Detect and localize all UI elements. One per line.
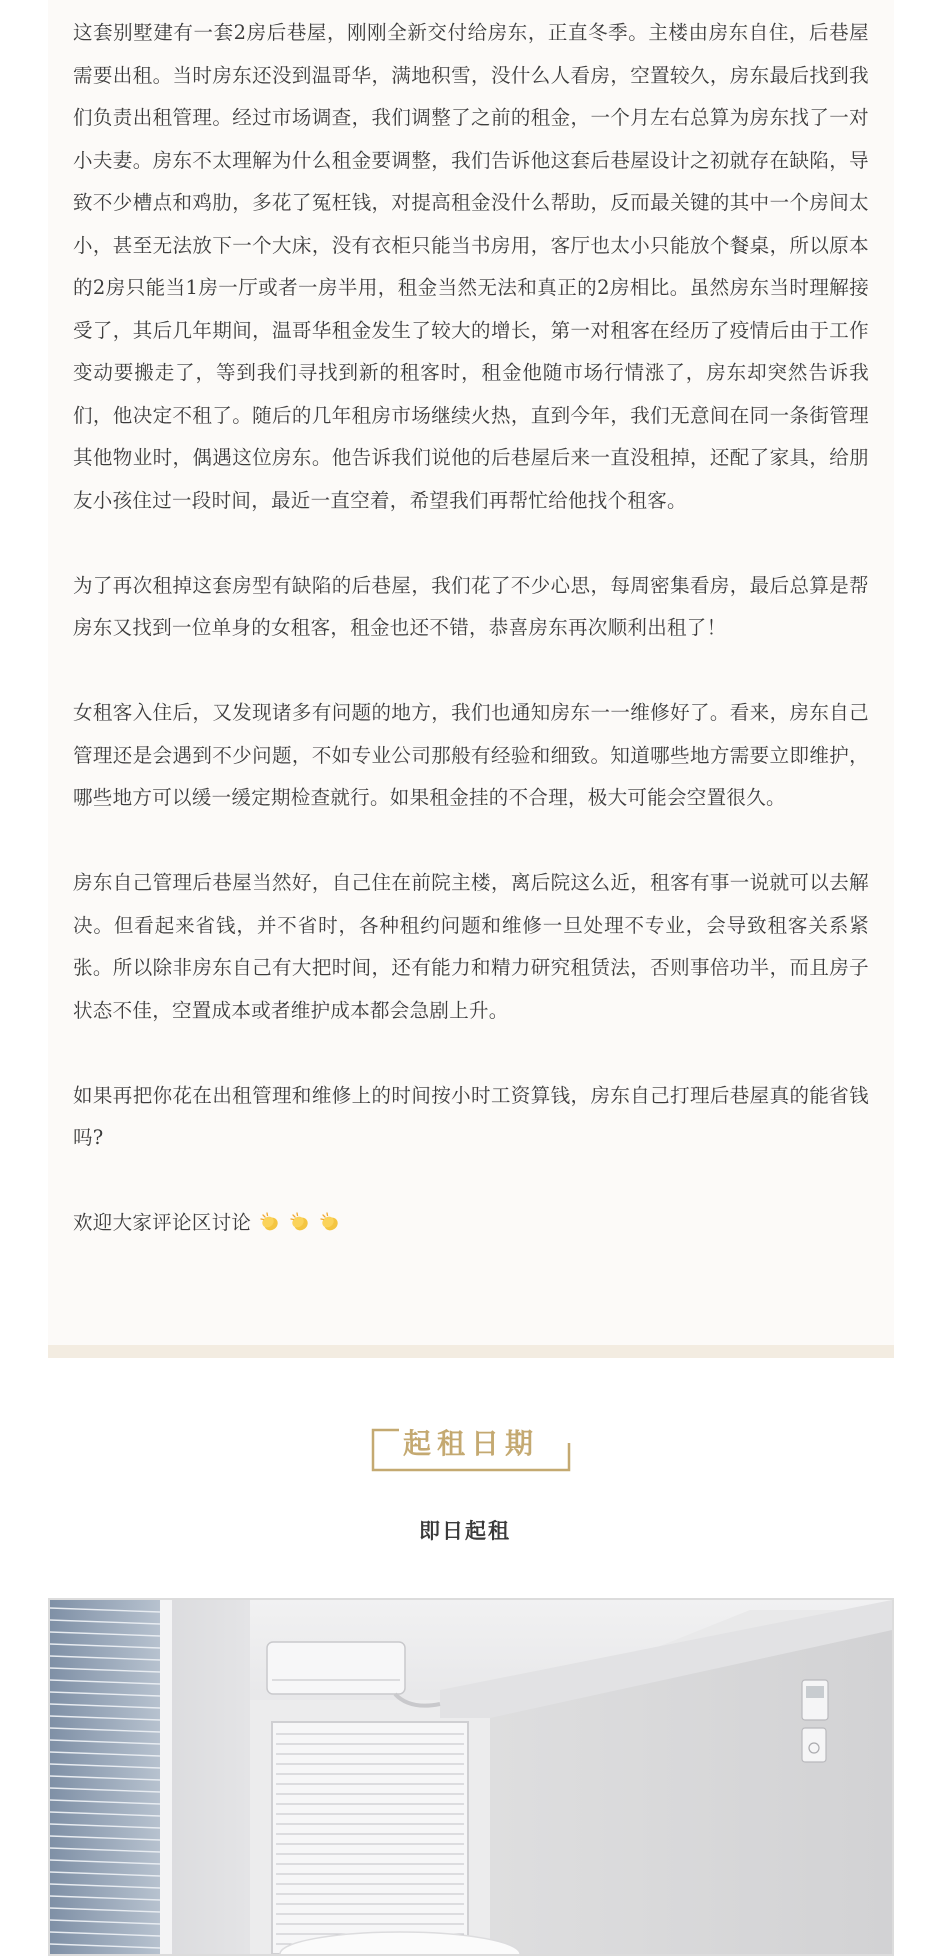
closing-line [73,1202,869,1245]
article-paragraph-2: 为了再次租掉这套房型有缺陷的后巷屋，我们花了不少心思，每周密集看房，最后总算是帮房东又找到一位单身的女租客，租金也还不错，恭喜房东再次顺利出租了！ [73,573,869,639]
article-paragraph-1: 这套别墅建有一套2房后巷屋，刚刚全新交付给房东，正直冬季。主楼由房东自住，后巷屋需要出租。当时房东还没到温哥华，满地积雪，没什么人看房，空置较久，房东最后找到我们负责出租管理。经过市场调查，我们调整了之前的租金，一个月左右总算为房东找了一对小夫妻。房东不太理解为什么租金要调整，我们告诉他这套后巷屋设计之初就存在缺陷，导致不少槽点和鸡肋，多花了冤枉钱，对提高租金没什么帮助，反而最关键的其中一个房间太小，甚至无法放下一个大床，没有衣柜只能当书房用，客厅也太小只能放个餐桌，所以原本的2房只能当1房一厅或者一房半用，租金当然无法和真正的2房相比。虽然房东当时理解接受了，其后几年期间，温哥华租金发生了较大的增长，第一对租客在经历了疫情后由于工作变动要搬走了，等到我们寻找到新的租客时，租金他随市场行情涨了，房东却突然告诉我们，他决定不租了。随后的几年租房市场继续火热，直到今年，我们无意间在同一条街管理其他物业时，偶遇这位房东。他告诉我们说他的后巷屋后来一直没租掉，还配了家具，给朋友小孩住过一段时间，最近一直空着，希望我们再帮忙给他找个租客。 [73,21,869,512]
article-paragraph-4: 房东自己管理后巷屋当然好，自己住在前院主楼，离后院这么近，租客有事一说就可以去解决。但看起来省钱，并不省时，各种租约问题和维修一旦处理不专业，会导致租客关系紧张。所以除非房东自己有大把时间，还有能力和精力研究租赁法，否则事倍功半，而且房子状态不佳，空置成本或者维护成本都会急剧上升。 [73,871,869,1022]
closing-text: 欢迎大家评论区讨论 [73,1211,252,1234]
clapping-hands-icon [289,1211,311,1233]
section-title: 起租日期 [402,1427,539,1460]
article-paragraph-3: 女租客入住后，又发现诸多有问题的地方，我们也通知房东一一维修好了。看来，房东自己管理还是会遇到不少问题，不如专业公司那般有经验和细致。知道哪些地方需要立即维护，哪些地方可以缓一缓定期检查就行。如果租金挂的不合理，极大可能会空置很久。 [73,701,869,809]
article-paragraph-5: 如果再把你花在出租管理和维修上的时间按小时工资算钱，房东自己打理后巷屋真的能省钱吗? [73,1083,869,1149]
clapping-hands-icon [319,1211,341,1233]
rent-start-value: 即日起租 [419,1519,511,1543]
article-card [48,0,894,1358]
article-body [73,12,869,1245]
room-photo [48,1598,894,1956]
rent-start-section [0,1420,930,1480]
clapping-hands-icon [259,1211,281,1233]
